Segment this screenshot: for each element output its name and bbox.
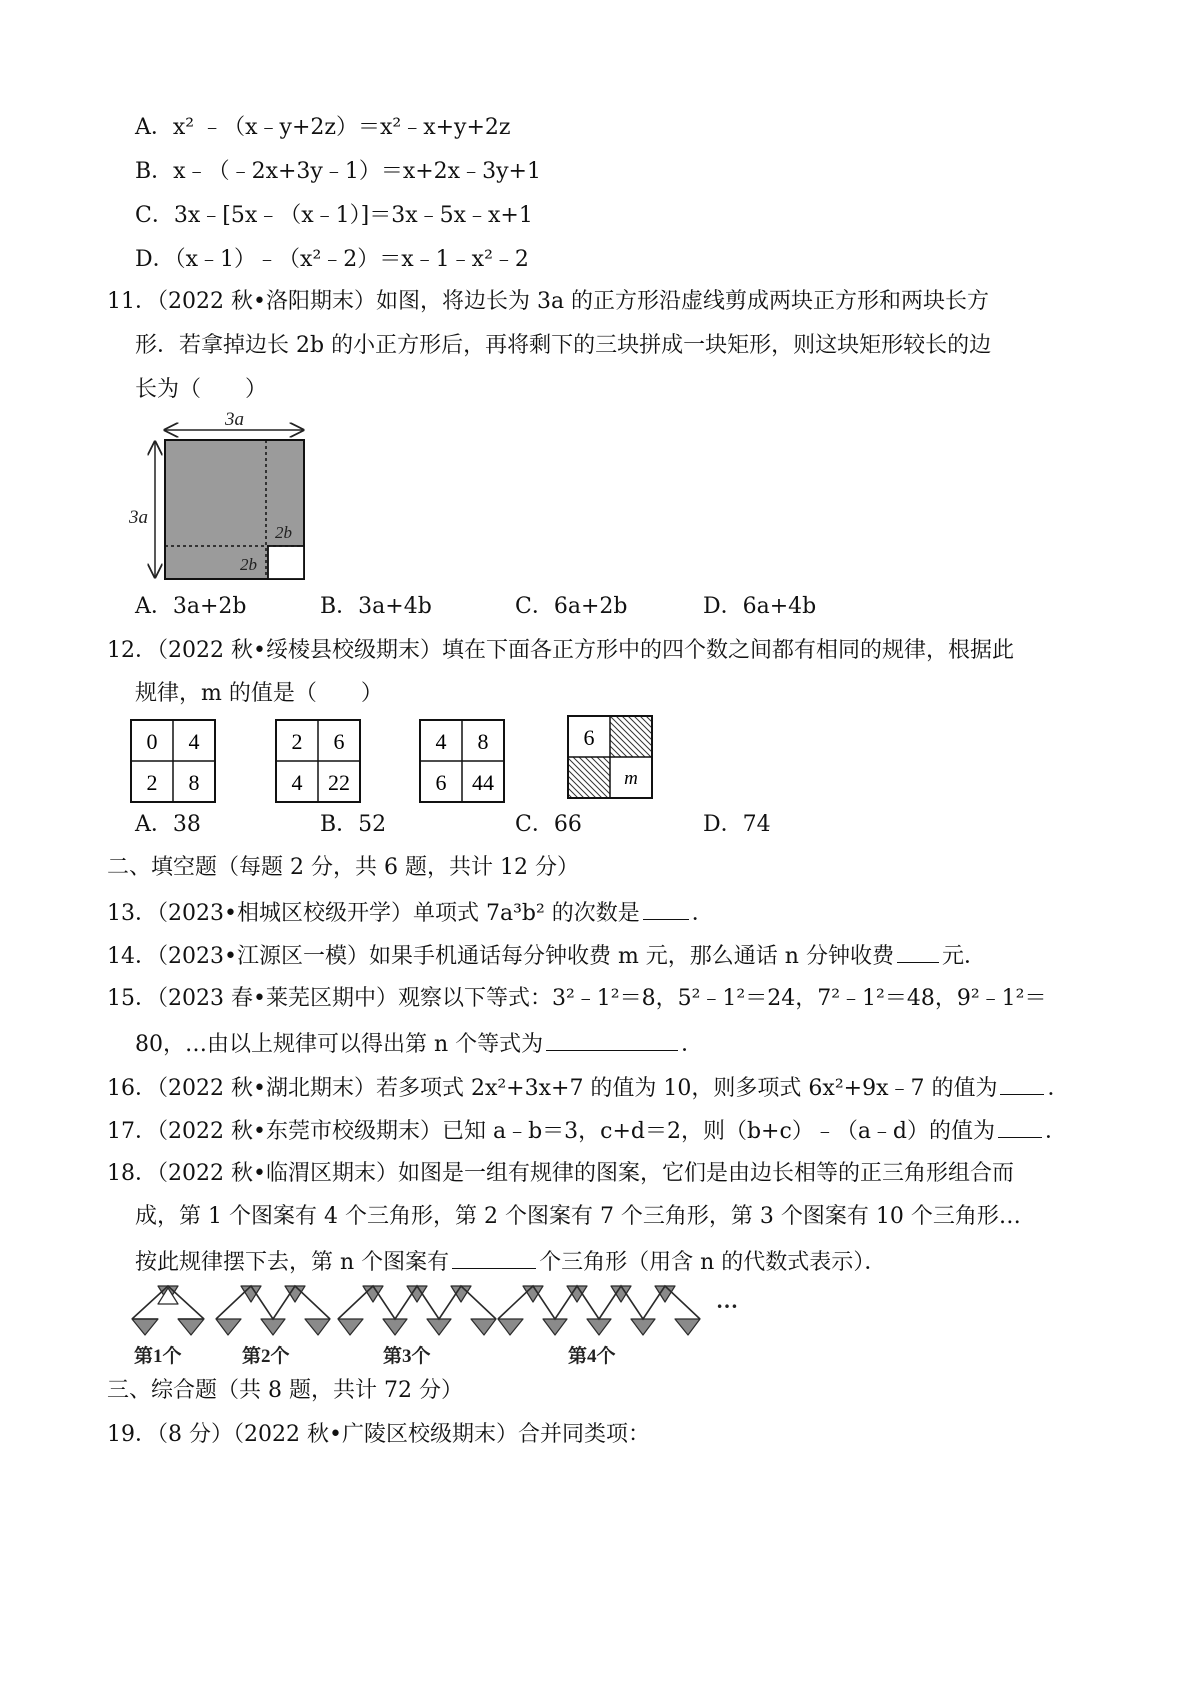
q18-line1: 18．（2022 秋•临渭区期末）如图是一组有规律的图案，它们是由边长相等的正三角形组合而 bbox=[107, 1161, 1014, 1186]
answer-blank[interactable] bbox=[1000, 1072, 1044, 1095]
q10-option-c: C．3x﹣[5x﹣（x﹣1）]＝3x﹣5x﹣x+1 bbox=[135, 203, 533, 228]
cell-value: 6 bbox=[333, 729, 345, 754]
q15-line1: 15．（2023 春•莱芜区期中）观察以下等式：3²﹣1²＝8，5²﹣1²＝24，7²﹣1²＝48，9²﹣1²＝ bbox=[107, 986, 1047, 1011]
q11-option-d: D．6a+4b bbox=[703, 594, 817, 619]
removed-white-square bbox=[268, 546, 304, 579]
cell-value: 0 bbox=[146, 729, 158, 754]
pattern-1 bbox=[132, 1286, 204, 1335]
q12-option-c: C．66 bbox=[515, 812, 582, 837]
q11-option-a: A．3a+2b bbox=[135, 594, 247, 619]
q11-stem-line1: 11．（2022 秋•洛阳期末）如图，将边长为 3a 的正方形沿虚线剪成两块正方形和两块长方 bbox=[107, 289, 990, 314]
q14: 14．（2023•江源区一模）如果手机通话每分钟收费 m 元，那么通话 n 分钟收费 元． bbox=[107, 940, 986, 972]
q12-option-a: A．38 bbox=[135, 812, 201, 837]
cell-value: 4 bbox=[435, 729, 447, 754]
cell-value: 8 bbox=[477, 729, 489, 754]
q18-triangle-pattern bbox=[120, 1282, 740, 1374]
q12-number-squares bbox=[125, 712, 665, 807]
left-dimension-label: 3a bbox=[129, 507, 148, 528]
section-2-heading: 二、填空题（每题 2 分，共 6 题，共计 12 分） bbox=[107, 855, 579, 880]
cell-value: 2 bbox=[146, 770, 158, 795]
q12-stem-line2: 规律，m 的值是（ ） bbox=[135, 681, 383, 706]
q16: 16．（2022 秋•湖北期末）若多项式 2x²+3x+7 的值为 10，则多项式 6x²+9x﹣7 的值为 ． bbox=[107, 1072, 1069, 1104]
answer-blank[interactable] bbox=[452, 1246, 536, 1269]
q11-square-figure bbox=[125, 405, 315, 585]
answer-blank[interactable] bbox=[897, 940, 939, 963]
caption-1: 第1个 bbox=[134, 1346, 182, 1367]
square-4-unknown bbox=[568, 716, 652, 798]
q12-option-b: B．52 bbox=[320, 812, 387, 837]
q18-line3: 按此规律摆下去，第 n 个图案有 个三角形（用含 n 的代数式表示）． bbox=[135, 1246, 886, 1278]
pattern-ellipsis: … bbox=[716, 1288, 738, 1313]
answer-blank[interactable] bbox=[643, 897, 689, 920]
q19: 19．（8 分）（2022 秋•广陵区校级期末）合并同类项： bbox=[107, 1422, 650, 1447]
cell-value: 44 bbox=[472, 770, 494, 795]
pattern-4 bbox=[498, 1286, 700, 1335]
q10-option-a: A．x² ﹣（x﹣y+2z）＝x²﹣x+y+2z bbox=[135, 115, 511, 140]
pattern-3 bbox=[338, 1286, 496, 1335]
caption-4: 第4个 bbox=[568, 1346, 616, 1367]
caption-2: 第2个 bbox=[242, 1346, 290, 1367]
square-1 bbox=[131, 720, 215, 802]
q13: 13．（2023•相城区校级开学）单项式 7a³b² 的次数是 ． bbox=[107, 897, 714, 929]
section-3-heading: 三、综合题（共 8 题，共计 72 分） bbox=[107, 1378, 463, 1403]
cell-value: 22 bbox=[328, 770, 350, 795]
q11-option-c: C．6a+2b bbox=[515, 594, 628, 619]
q15-line2: 80，…由以上规律可以得出第 n 个等式为 ． bbox=[135, 1028, 703, 1060]
cell-value: 4 bbox=[291, 770, 303, 795]
bottom-side-label: 2b bbox=[240, 555, 257, 574]
q10-option-b: B．x﹣（﹣2x+3y﹣1）＝x+2x﹣3y+1 bbox=[135, 159, 541, 184]
cell-value: 6 bbox=[435, 770, 447, 795]
cell-value: 6 bbox=[583, 725, 595, 750]
q11-option-b: B．3a+4b bbox=[320, 594, 432, 619]
square-3 bbox=[420, 720, 504, 802]
answer-blank[interactable] bbox=[546, 1028, 678, 1051]
q10-option-d: D．（x﹣1）﹣（x²﹣2）＝x﹣1﹣x²﹣2 bbox=[135, 247, 529, 272]
cell-value-m: m bbox=[624, 768, 638, 789]
q18-line2: 成，第 1 个图案有 4 个三角形，第 2 个图案有 7 个三角形，第 3 个图案有 10 个三角形… bbox=[135, 1204, 1021, 1229]
pattern-4-lines bbox=[498, 1286, 700, 1319]
answer-blank[interactable] bbox=[998, 1115, 1042, 1138]
q11-stem-line3: 长为（ ） bbox=[135, 377, 268, 402]
q17: 17．（2022 秋•东莞市校级期末）已知 a﹣b＝3，c+d＝2，则（b+c）﹣（a﹣d）的值为 ． bbox=[107, 1115, 1067, 1147]
square-2 bbox=[276, 720, 360, 802]
q12-option-d: D．74 bbox=[703, 812, 771, 837]
top-dimension-label: 3a bbox=[225, 409, 244, 430]
pattern-2-lines bbox=[216, 1286, 330, 1319]
pattern-2 bbox=[216, 1286, 330, 1335]
cell-value: 2 bbox=[291, 729, 303, 754]
cell-value: 8 bbox=[188, 770, 200, 795]
cell-value: 4 bbox=[188, 729, 200, 754]
caption-3: 第3个 bbox=[383, 1346, 431, 1367]
q11-stem-line2: 形．若拿掉边长 2b 的小正方形后，再将剩下的三块拼成一块矩形，则这块矩形较长的边 bbox=[135, 333, 992, 358]
q12-stem-line1: 12．（2022 秋•绥棱县校级期末）填在下面各正方形中的四个数之间都有相同的规律，根据此 bbox=[107, 638, 1014, 663]
right-side-label: 2b bbox=[275, 523, 292, 542]
